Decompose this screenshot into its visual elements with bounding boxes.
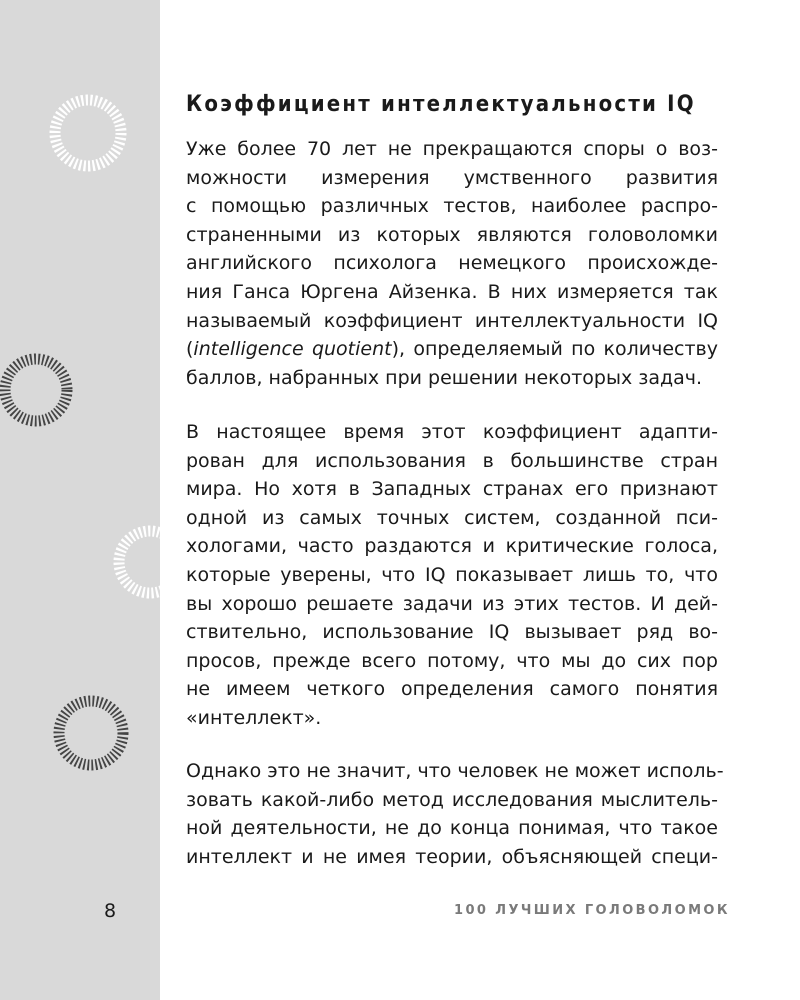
text-line: хологами, часто раздаются и критические голоса,	[186, 535, 718, 558]
text-fragment: ), определяемый по количеству	[391, 338, 718, 361]
text-line: В настоящее время этот коэффициент адапти-	[186, 421, 718, 443]
section-heading: Коэффициент интеллектуальности IQ	[186, 92, 696, 117]
decorative-ring-icon	[108, 520, 192, 604]
text-line: вы хорошо решаете задачи из этих тестов. И дей-	[186, 592, 718, 615]
text-line: английского психолога немецкого происхожде-	[186, 252, 718, 275]
italic-term: intelligence quotient	[193, 338, 392, 361]
text-line: ной деятельности, не до конца понимая, что такое	[186, 817, 718, 840]
text-line: Уже более 70 лет не прекращаются споры о воз-	[186, 138, 718, 160]
text-line: ствительно, использование IQ вызывает ряд во-	[186, 621, 718, 644]
text-line: мира. Но хотя в Западных странах его признают	[186, 478, 718, 501]
text-line: одной из самых точных систем, созданной пси-	[186, 506, 718, 529]
text-line: с помощью различных тестов, наиболее распро-	[186, 195, 718, 218]
text-line: зовать какой-либо метод исследования мыслитель-	[186, 788, 718, 811]
text-line	[186, 335, 718, 364]
text-line: Однако это не значит, что человек не может исполь-	[186, 760, 724, 782]
text-line: «интеллект».	[186, 706, 322, 729]
decorative-ring-icon	[0, 348, 78, 432]
decorative-ring-icon	[45, 90, 131, 176]
text-line: баллов, набранных при решении некоторых задач.	[186, 366, 703, 389]
page-margin-strip	[0, 0, 160, 1000]
paragraph-intro	[186, 135, 718, 392]
text-line: ния Ганса Юргена Айзенка. В них измеряется так	[186, 280, 718, 303]
page-number: 8	[104, 900, 117, 922]
text-line: просов, прежде всего потому, что мы до сих пор	[186, 649, 718, 672]
text-line: не имеем четкого определения самого понятия	[186, 678, 718, 701]
paragraph-however	[186, 757, 724, 871]
text-fragment: (	[186, 338, 194, 361]
text-line: интеллект и не имея теории, объясняющей специ-	[186, 845, 718, 868]
paragraph-adaptation	[186, 418, 718, 733]
text-line: можности измерения умственного развития	[186, 166, 718, 189]
decorative-ring-icon	[48, 690, 134, 776]
text-line: которые уверены, что IQ показывает лишь то, что	[186, 563, 718, 586]
running-title: 100 ЛУЧШИХ ГОЛОВОЛОМОК	[454, 903, 730, 918]
text-line: страненными из которых являются головоломки	[186, 223, 718, 246]
text-line: рован для использования в большинстве стран	[186, 449, 718, 472]
text-line: называемый коэффициент интеллектуальности IQ	[186, 309, 718, 332]
